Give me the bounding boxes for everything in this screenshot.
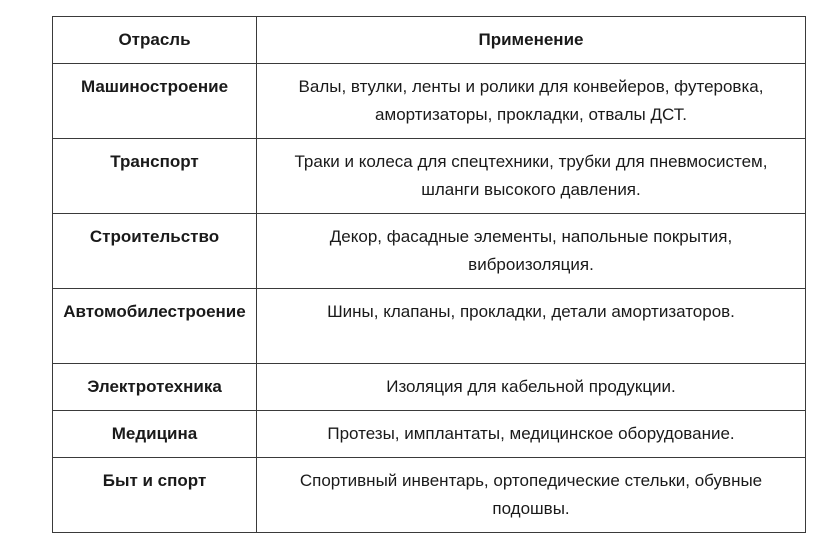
table-row <box>53 411 806 458</box>
industry-cell: Автомобилестроение <box>53 289 257 364</box>
table-row <box>53 364 806 411</box>
industry-cell: Транспорт <box>53 139 257 214</box>
industry-cell: Быт и спорт <box>53 458 257 533</box>
usage-cell: Изоляция для кабельной продукции. <box>257 364 806 411</box>
usage-cell: Шины, клапаны, прокладки, детали амортизаторов. <box>257 289 806 364</box>
industry-cell: Электротехника <box>53 364 257 411</box>
usage-cell: Спортивный инвентарь, ортопедические стельки, обувные подошвы. <box>257 458 806 533</box>
industry-applications-table <box>52 16 806 533</box>
usage-cell: Декор, фасадные элементы, напольные покрытия, виброизоляция. <box>257 214 806 289</box>
table-row <box>53 139 806 214</box>
table-row <box>53 214 806 289</box>
header-usage: Применение <box>257 17 806 64</box>
table-row <box>53 64 806 139</box>
usage-cell: Валы, втулки, ленты и ролики для конвейеров, футеровка, амортизаторы, прокладки, отвалы ДСТ. <box>257 64 806 139</box>
industry-applications-table-container <box>52 16 805 533</box>
table-row <box>53 458 806 533</box>
table-body <box>53 64 806 533</box>
header-row <box>53 17 806 64</box>
industry-cell: Строительство <box>53 214 257 289</box>
industry-cell: Медицина <box>53 411 257 458</box>
usage-cell: Траки и колеса для спецтехники, трубки для пневмосистем, шланги высокого давления. <box>257 139 806 214</box>
usage-cell: Протезы, имплантаты, медицинское оборудование. <box>257 411 806 458</box>
table-header <box>53 17 806 64</box>
table-row <box>53 289 806 364</box>
header-industry: Отрасль <box>53 17 257 64</box>
industry-cell: Машиностроение <box>53 64 257 139</box>
